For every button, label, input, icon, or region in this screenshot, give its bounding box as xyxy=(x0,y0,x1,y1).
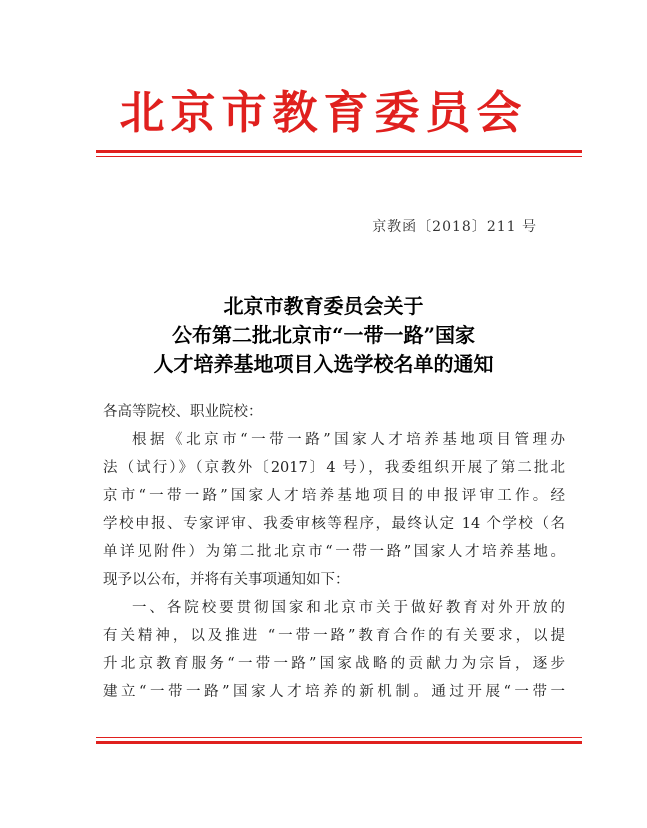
body-line-3: 京市“一带一路”国家人才培养基地项目的申报评审工作。经 xyxy=(103,488,565,504)
document-title-line-2: 公布第二批北京市“一带一路”国家 xyxy=(171,323,475,347)
document-title-line-1: 北京市教育委员会关于 xyxy=(223,294,424,318)
body-line-2: 法（试行）》（京教外〔2017〕4 号），我委组织开展了第二批北 xyxy=(103,460,565,476)
body-line-1: 根据《北京市“一带一路”国家人才培养基地项目管理办 xyxy=(132,432,565,448)
document-number: 京教函〔2018〕211 号 xyxy=(372,219,537,235)
body-line-9: 升北京教育服务“一带一路”国家战略的贡献力为宗旨，逐步 xyxy=(103,656,565,672)
letterhead-title: 北京市教育委员会 xyxy=(119,86,528,139)
body-line-10: 建立“一带一路”国家人才培养的新机制。通过开展“一带一 xyxy=(103,684,565,700)
letterhead-divider-thick xyxy=(96,150,582,153)
letterhead-divider xyxy=(96,150,582,159)
document-body xyxy=(103,398,565,706)
body-line-4: 学校申报、专家评审、我委审核等程序，最终认定 14 个学校（名 xyxy=(103,516,565,532)
body-line-5: 单详见附件）为第二批北京市“一带一路”国家人才培养基地。 xyxy=(103,544,565,560)
document-title xyxy=(0,292,647,379)
letterhead-divider-thin xyxy=(96,156,582,157)
body-line-6: 现予以公布，并将有关事项通知如下： xyxy=(103,572,350,588)
footer-divider-thick xyxy=(96,741,582,744)
body-line-8: 有关精神，以及推进 “一带一路”教育合作的有关要求，以提 xyxy=(103,628,565,644)
footer-divider xyxy=(96,737,582,746)
footer-divider-thin xyxy=(96,737,582,738)
document-title-line-3: 人才培养基地项目入选学校名单的通知 xyxy=(153,352,494,376)
salutation: 各高等院校、职业院校： xyxy=(103,404,263,420)
body-line-7: 一、各院校要贯彻国家和北京市关于做好教育对外开放的 xyxy=(132,600,565,616)
